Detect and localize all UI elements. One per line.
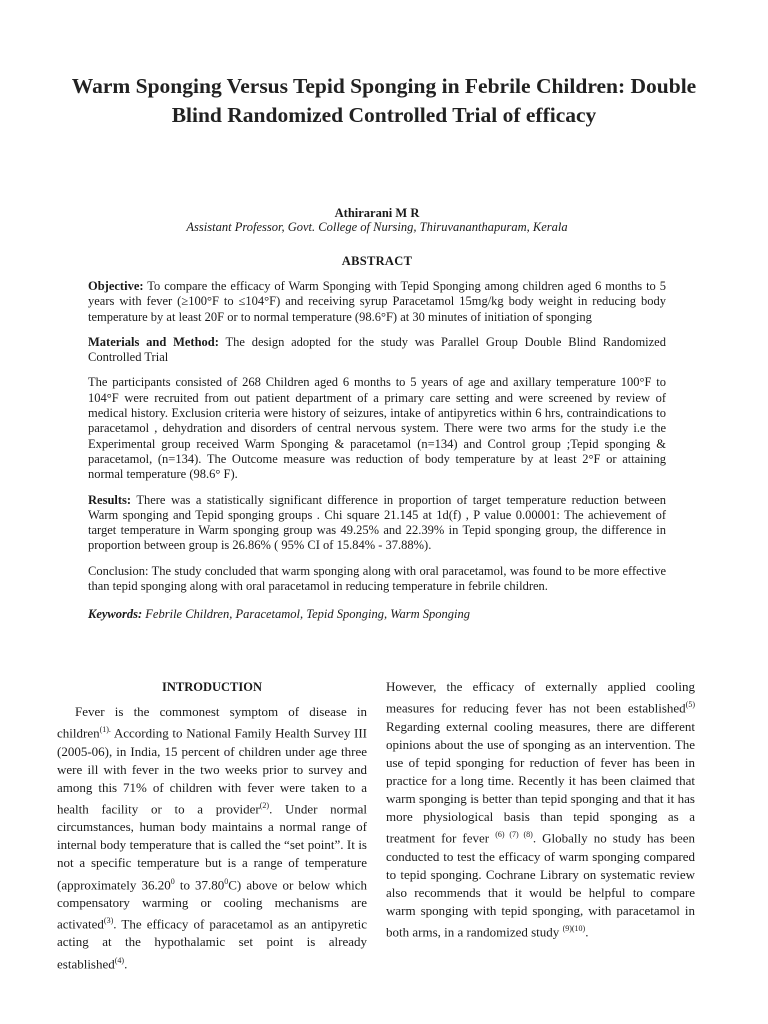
text-segment: . Globally no study has been conducted to test the efficacy of warm sponging compared to tepid sponging. Cochrane Library on systematic review also recommends that it would be helpful to compare warm sponging with tepid sponging, with paracetamol in both arms, in a randomized study (386, 830, 695, 940)
citation-superscript: (4) (114, 955, 125, 965)
text-segment: . Under normal circumstances, human body maintains a normal range of internal body temperature that is called the “set point”. It is not a specific temperature but is a range of temperature (approximately 36.20 (57, 801, 367, 892)
abstract-body (88, 279, 666, 633)
text-segment: . (585, 924, 589, 940)
author-name: Athirarani M R (334, 206, 420, 220)
text-segment: According to National Family Health Survey III (2005-06), in India, 15 percent of children under age three were ill with fever in the two weeks prior to survey and among this 71% of children with fever were taken to a health facility or to a provider (57, 725, 367, 817)
text-segment: C) above or below which compensatory warming or cooling mechanisms are activated (57, 876, 367, 932)
results-paragraph (88, 493, 666, 554)
text-segment: However, the efficacy of externally applied cooling measures for reducing fever has not been established (386, 679, 695, 716)
text-segment: Regarding external cooling measures, there are different opinions about the use of sponging as an intervention. The use of tepid sponging for reduction of fever has been in practice for a long time. Recently it has been claimed that warm sponging is better than tepid sponging and that it has more physiological basis than tepid sponging as a treatment for fever (386, 718, 695, 846)
paper-title: Warm Sponging Versus Tepid Sponging in Febrile Children: Double Blind Randomized Controlled Trial of efficacy (71, 74, 697, 127)
materials-label: Materials and Method: (88, 334, 219, 349)
materials-text: The design adopted for the study was Parallel Group Double Blind Randomized Controlled Trial (88, 334, 666, 365)
keywords-label: Keywords: (88, 607, 143, 622)
citation-superscript: (2) (259, 800, 270, 810)
citation-superscript: (3) (103, 916, 114, 926)
objective-text: To compare the efficacy of Warm Sponging with Tepid Sponging among children aged 6 months to 5 years with fever (≥100°F to ≤104°F) and receiving syrup Paracetamol 15mg/kg body weight in reducing body temperature by at least 20F or to normal temperature (98.6°F) at 30 minutes of initiation of sponging (88, 279, 666, 324)
objective-label: Objective: (88, 279, 144, 293)
intro-right-paragraph (386, 678, 695, 941)
participants-paragraph: The participants consisted of 268 Children aged 6 months to 5 years of age and axillary temperature 100°F to 104°F were recruited from out patient department of a primary care setting and were screened by review of medical history. Exclusion criteria were history of seizures, intake of antipyretics within 6 hrs, contraindications to paracetamol , dehydration and disorders of central nervous system. There were two arms for the study i.e the Experimental group received Warm Sponging & paracetamol (n=134) and Control group ;Tepid sponging & paracetamol, (n=134). The Outcome measure was reduction of body temperature by at least 2°F or attaining normal temperature (98.6° F). (88, 375, 666, 482)
objective-paragraph (88, 279, 666, 325)
results-text: There was a statistically significant difference in proportion of target temperature reduction between Warm sponging and Tepid sponging groups . Chi square 21.145 at 1d(f) , P value 0.00001: The achievement of target temperature in Warm sponging group was 49.25% and 22.39% in Tepid sponging group, the difference in proportion between group is 26.86% ( 95% CI of 15.84% - 37.88%). (88, 492, 666, 553)
citation-superscript: (6) (7) (8) (495, 830, 533, 840)
right-column (386, 678, 695, 941)
author-affiliation: Assistant Professor, Govt. College of Nursing, Thiruvananthapuram, Kerala (186, 220, 568, 234)
left-column (57, 678, 367, 973)
citation-superscript: (5) (685, 700, 695, 710)
text-segment: . The efficacy of paracetamol as an antipyretic acting at the hypothalamic set point is already established (57, 916, 367, 971)
conclusion-paragraph: Conclusion: The study concluded that warm sponging along with oral paracetamol, was found to be more effective than tepid sponging along with oral paracetamol in reducing temperature in febrile children. (88, 563, 666, 594)
keywords-text: Febrile Children, Paracetamol, Tepid Sponging, Warm Sponging (142, 607, 470, 622)
citation-superscript: (1). (99, 725, 111, 735)
results-label: Results: (88, 492, 132, 507)
text-segment: Fever is the commonest symptom of disease in children (57, 704, 367, 741)
text-segment: . (124, 955, 128, 971)
citation-superscript: 0 (224, 876, 229, 886)
intro-left-paragraph (57, 703, 367, 973)
citation-superscript: 0 (170, 876, 175, 886)
materials-paragraph (88, 335, 666, 366)
citation-superscript: (9)(10) (562, 923, 586, 933)
keywords-line (88, 607, 666, 622)
introduction-heading: INTRODUCTION (161, 680, 262, 694)
text-segment: to 37.80 (174, 876, 225, 892)
abstract-heading: ABSTRACT (341, 254, 413, 268)
